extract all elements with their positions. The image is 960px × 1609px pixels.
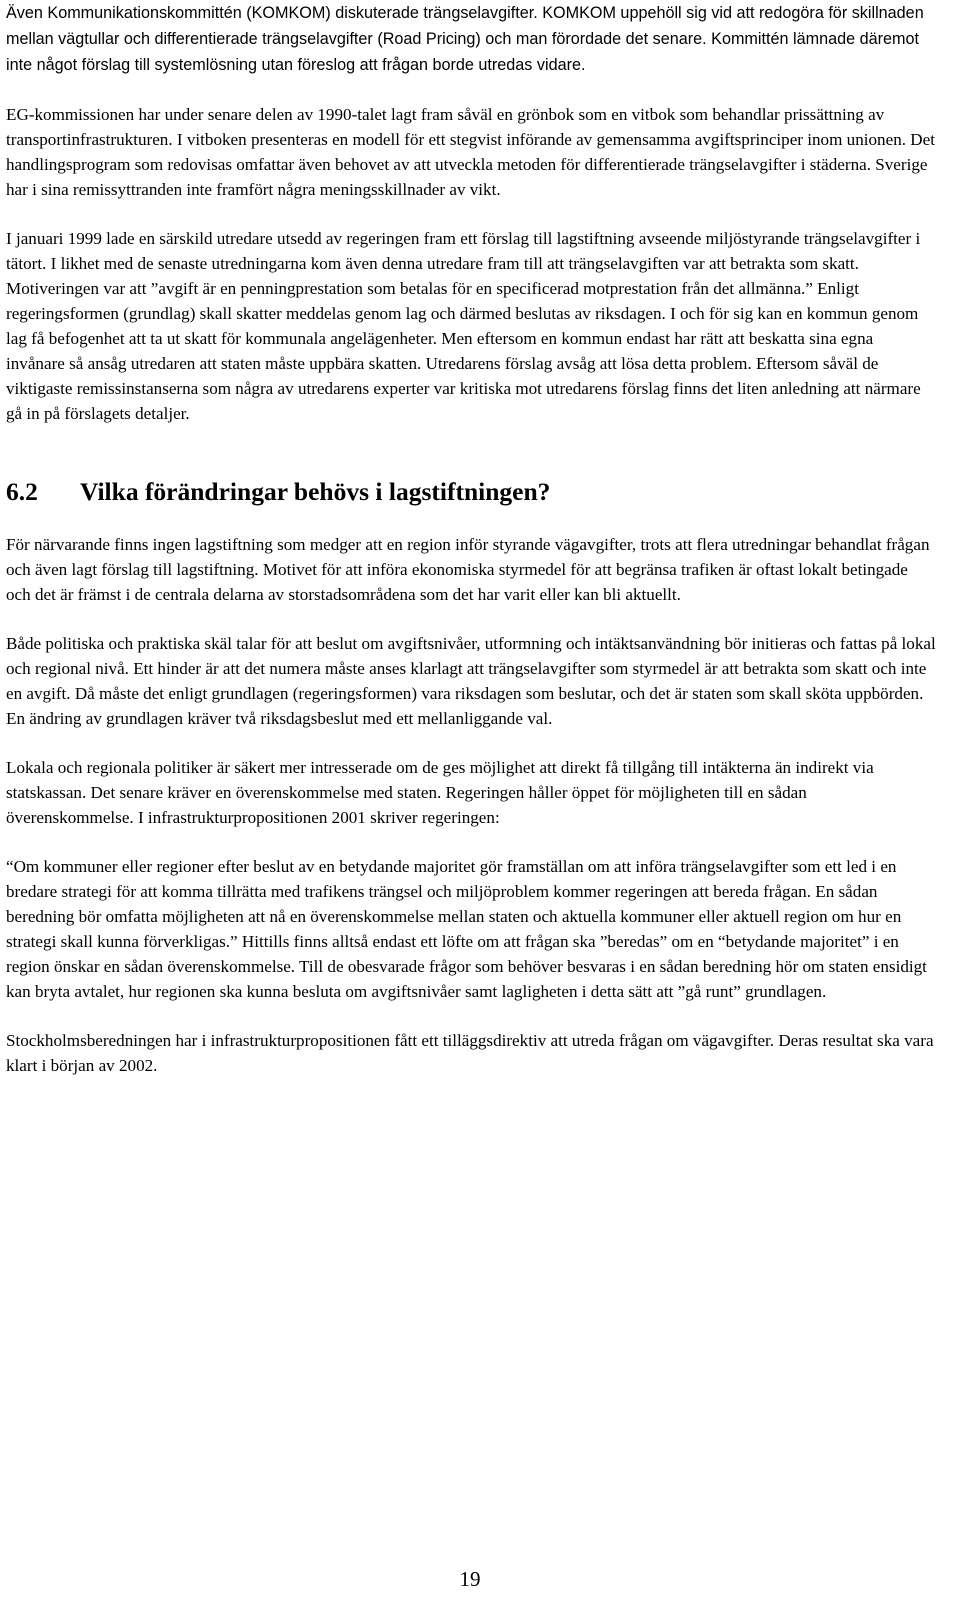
paragraph-quote: “Om kommuner eller regioner efter beslut av en betydande majoritet gör framställan om att införa trängselavgifter som ett led i en bredare strategi för att komma tillrätta med trafikens trängsel och miljöproblem kommer regeringen att bereda frågan. En sådan beredning bör omfatta möjligheten att nå en överenskommelse mellan staten och aktuella kommuner eller aktuell region om hur en strategi skall kunna förverkligas.” Hittills finns alltså endast ett löfte om att frågan ska ”beredas” om en “betydande majoritet” i en region önskar en sådan överenskommelse. Till de obesvarade frågor som behöver besvaras i en sådan beredning hör om staten ensidigt kan bryta avtalet, hur regionen ska kunna besluta om avgiftsnivåer samt lagligheten i detta sätt att ”gå runt” grundlagen. bbox=[6, 857, 927, 1001]
paragraph-lokala-politiker: Lokala och regionala politiker är säkert mer intresserade om de ges möjlighet att direkt få tillgång till intäkterna än indirekt via statskassan. Det senare kräver en överenskommelse med staten. Regeringen håller öppet för möjligheten till en sådan överenskommelse. I infrastrukturpropositionen 2001 skriver regeringen: bbox=[6, 758, 874, 827]
section-heading bbox=[6, 476, 936, 508]
section-number: 6.2 bbox=[6, 477, 38, 506]
page-number: 19 bbox=[459, 1567, 481, 1591]
section-title: Vilka förändringar behövs i lagstiftningen? bbox=[80, 477, 551, 506]
paragraph-komkom-text: Även Kommunikationskommittén (KOMKOM) diskuterade trängselavgifter. KOMKOM uppehöll sig vid att redogöra för skillnaden mellan vägtullar och differentierade trängselavgifter (Road Pricing) och man förordade det senare. Kommittén lämnade däremot inte något förslag till systemlösning utan föreslog att frågan borde utredas vidare. bbox=[6, 4, 924, 74]
paragraph-lagstiftning: För närvarande finns ingen lagstiftning som medger att en region inför styrande vägavgifter, trots att flera utredningar behandlat frågan och även lagt förslag till lagstiftning. Motivet för att införa ekonomiska styrmedel för att begränsa trafiken är oftast lokalt betingade och det är främst i de centrala delarna av storstadsområdena som det har varit eller kan bli aktuellt. bbox=[6, 535, 930, 604]
paragraph-stockholmsberedningen: Stockholmsberedningen har i infrastrukturpropositionen fått ett tilläggsdirektiv att utreda frågan om vägavgifter. Deras resultat ska vara klart i början av 2002. bbox=[6, 1031, 934, 1075]
paragraph-januari-1999: I januari 1999 lade en särskild utredare utsedd av regeringen fram ett förslag till lagstiftning avseende miljöstyrande trängselavgifter i tätort. I likhet med de senaste utredningarna kom även denna utredare fram till att trängselavgiften var att betrakta som skatt. Motiveringen var att ”avgift är en penningprestation som betalas för en specificerad motprestation från det allmänna.” Enligt regeringsformen (grundlag) skall skatter meddelas genom lag och därmed beslutas av riksdagen. I och för sig kan en kommun genom lag få befogenhet att ta ut skatt för kommunala angelägenheter. Men eftersom en kommun endast har rätt att beskatta sina egna invånare så ansåg utredaren att staten måste uppbära skatten. Utredarens förslag avsåg att lösa detta problem. Eftersom såväl de viktigaste remissinstanserna som några av utredarens experter var kritiska mot utredarens förslag finns det liten anledning att närmare gå in på förslagets detaljer. bbox=[6, 229, 921, 423]
paragraph-politiska-skal: Både politiska och praktiska skäl talar för att beslut om avgiftsnivåer, utformning och intäktsanvändning bör initieras och fattas på lokal och regional nivå. Ett hinder är att det numera måste anses klarlagt att trängselavgifter som styrmedel är att betrakta som skatt och inte en avgift. Då måste det enligt grundlagen (regeringsformen) vara riksdagen som beslutar, och det är staten som skall sköta uppbörden. En ändring av grundlagen kräver två riksdagsbeslut med ett mellanliggande val. bbox=[6, 634, 936, 728]
document-page bbox=[6, 0, 936, 1102]
paragraph-komkom bbox=[6, 0, 936, 78]
paragraph-eg-kommissionen: EG-kommissionen har under senare delen av 1990-talet lagt fram såväl en grönbok som en vitbok som behandlar prissättning av transportinfrastrukturen. I vitboken presenteras en modell för ett stegvist införande av gemensamma avgiftsprinciper inom unionen. Det handlingsprogram som redovisas omfattar även behovet av att utveckla metoden för differentierade trängselavgifter i städerna. Sverige har i sina remissyttranden inte framfört några meningsskillnader av vikt. bbox=[6, 105, 935, 199]
